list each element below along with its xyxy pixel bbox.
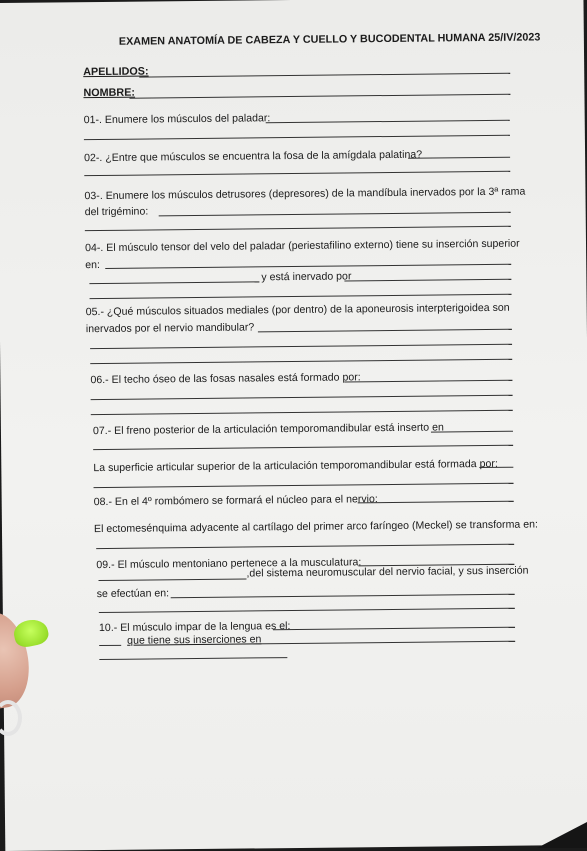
q08-answer-line-1[interactable] [358,501,514,504]
q09-answer-line-4[interactable] [99,608,515,613]
q06-answer-line-2[interactable] [91,395,513,400]
question-09-line-2: ,del sistema neuromuscular del nervio facial, y sus inserción [246,564,529,580]
question-09-line-1: 09.- El músculo mentoniano pertenece a la musculatura: [96,556,362,572]
question-05-line-2: inervados por el nervio mandibular? [85,321,255,336]
nombre-label: NOMBRE: [83,86,136,100]
q05-answer-line-2[interactable] [90,344,512,349]
q02-answer-line[interactable] [408,157,510,159]
apellidos-answer-line[interactable] [139,73,510,78]
background-corner [537,822,587,848]
question-07-line-2: La superficie articular superior de la articulación temporomandibular está formada por: [93,457,498,475]
q01-answer-line[interactable] [266,120,510,124]
question-07-line-1: 07.- El freno posterior de la articulación temporomandibular está inserto en [92,421,444,438]
q04-answer-line-1[interactable] [105,264,511,269]
question-02: 02-. ¿Entre que músculos se encuentra la fosa de la amígdala palatina? [84,148,423,165]
question-10-line-1: 10.- El músculo impar de la lengua es el: [98,620,291,635]
q10-answer-line-2[interactable] [99,645,121,646]
question-06: 06.- El techo óseo de las fosas nasales está formado por: [90,371,361,387]
q04-nerve-answer-line[interactable] [344,279,511,282]
q03-answer-line[interactable] [159,212,511,217]
q06-answer-line-3[interactable] [91,410,513,415]
apellidos-label: APELLIDOS: [83,65,149,79]
q07-answer-line-2[interactable] [93,445,513,450]
q05-answer-line-1[interactable] [258,329,512,333]
q07-answer-line-1[interactable] [431,431,513,433]
q09-answer-line-3[interactable] [171,594,515,599]
q01-answer-line-2[interactable] [84,135,510,140]
q10-answer-line-4[interactable] [99,657,287,660]
q04-answer-line-2[interactable] [89,281,259,284]
q07-answer-line-4[interactable] [94,483,514,488]
question-01: 01-. Enumere los músculos del paladar: [83,112,271,127]
q06-answer-line-1[interactable] [344,380,512,383]
q10-answer-line-1[interactable] [273,627,515,631]
question-08-line-2: El ectomesénquima adyacente al cartílago del primer arco faríngeo (Meckel) se transforma en: [93,518,539,536]
nombre-answer-line[interactable] [129,94,510,99]
q07-answer-line-3[interactable] [479,467,513,468]
exam-title: EXAMEN ANATOMÍA DE CABEZA Y CUELLO Y BUCODENTAL HUMANA 25/IV/2023 [118,31,541,48]
question-03-line-2: del trigémino: [84,205,149,219]
question-04-line-1: 04-. El músculo tensor del velo del paladar (periestafilino externo) tiene su inserción superior [84,237,520,255]
q09-answer-line-2[interactable] [99,579,247,582]
q05-answer-line-3[interactable] [90,359,512,364]
q04-answer-line-3[interactable] [90,294,512,299]
q03-answer-line-2[interactable] [85,226,511,231]
question-05-line-1: 05.- ¿Qué músculos situados mediales (por dentro) de la aponeurosis interpterigoidea son [85,301,510,319]
q08-answer-line-2[interactable] [96,544,514,549]
question-08-line-1: 08.- En el 4º rombómero se formará el núcleo para el nervio: [93,493,378,509]
question-09-line-3: se efectúan en: [96,587,170,601]
question-04-line-3: y está inervado por [261,270,352,284]
q10-answer-line-3[interactable] [253,641,515,645]
question-10-line-2: que tiene sus inserciones en [127,633,262,647]
question-03-line-1: 03-. Enumere los músculos detrusores (depresores) de la mandíbula inervados por la 3ª rama [84,185,526,203]
question-04-line-2: en: [85,259,101,272]
q02-answer-line-2[interactable] [84,171,510,176]
